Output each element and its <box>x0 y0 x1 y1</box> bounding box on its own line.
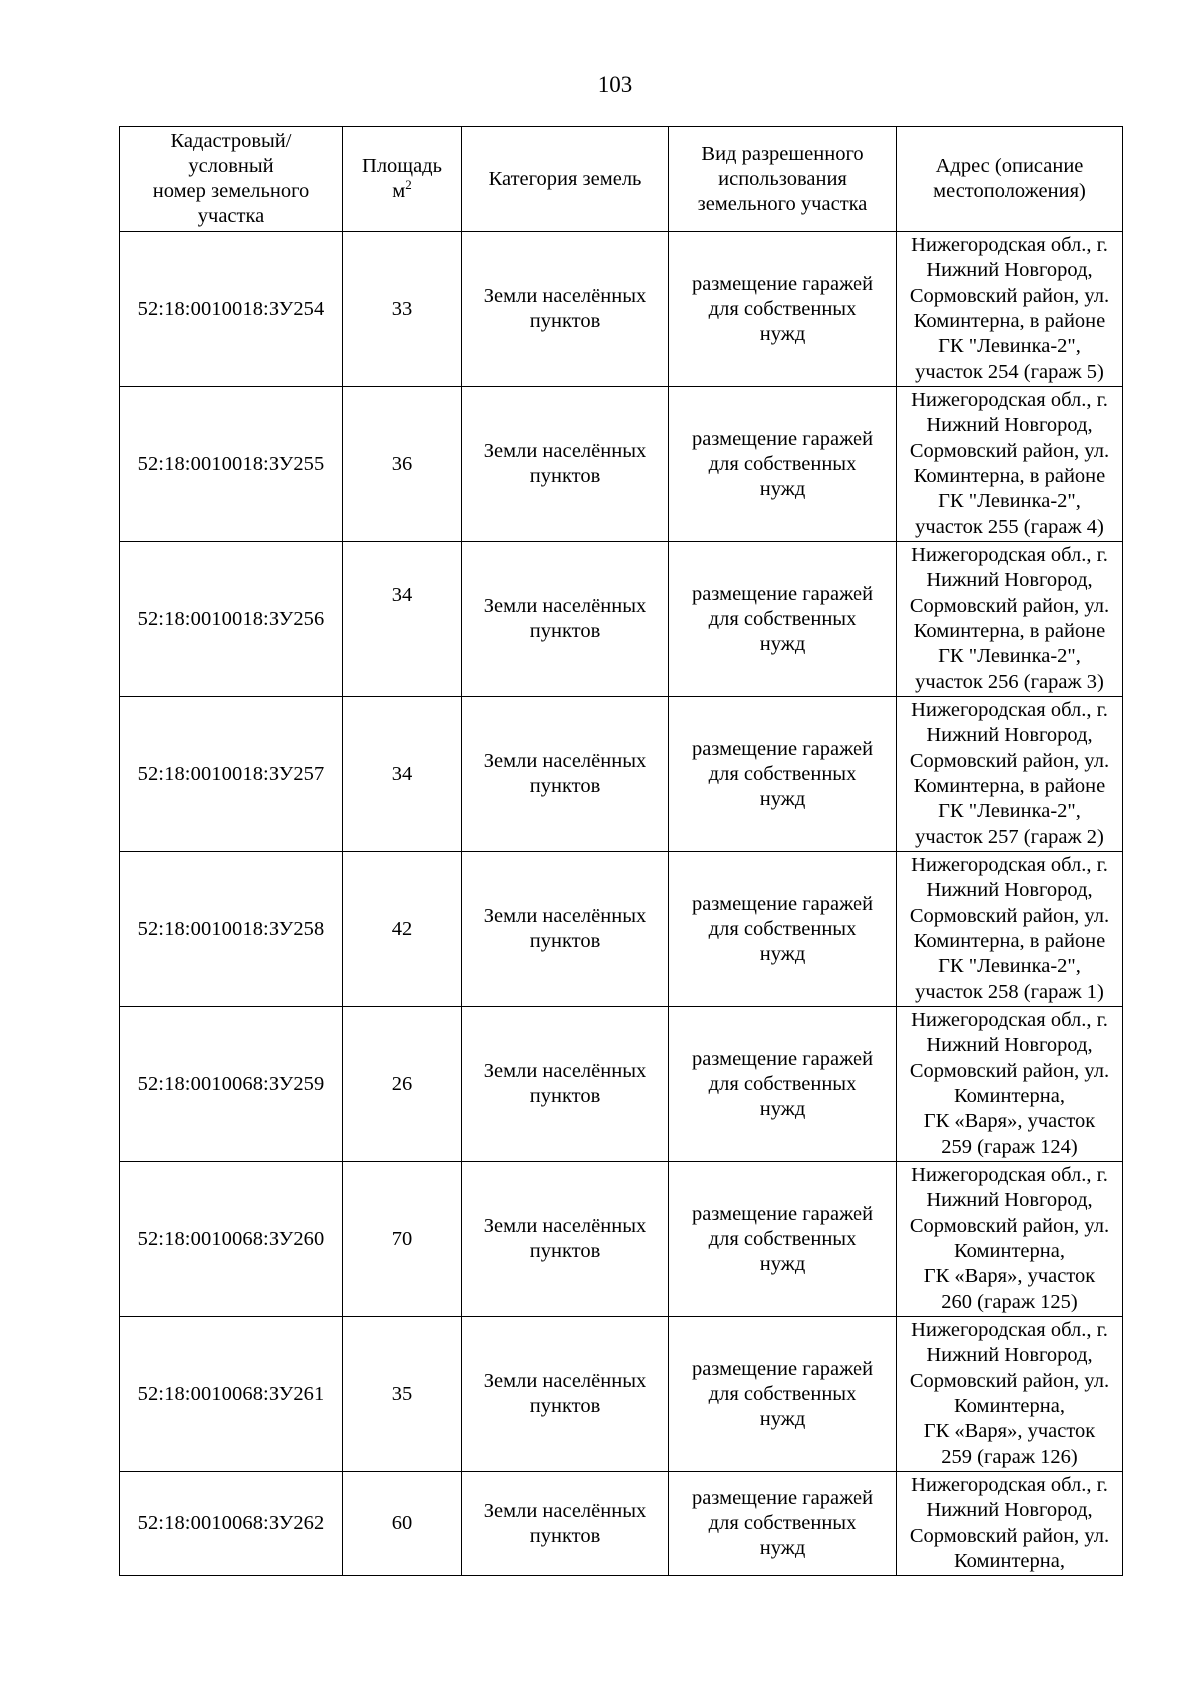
permitted-use-cell: размещение гаражей для собственных нужд <box>669 852 897 1007</box>
table-row <box>120 542 1123 697</box>
table-row <box>120 1007 1123 1162</box>
cadastral-number-cell: 52:18:0010068:ЗУ260 <box>120 1162 343 1317</box>
address-cell: Нижегородская обл., г. Нижний Новгород, Сормовский район, ул. Коминтерна, <box>897 1472 1123 1576</box>
permitted-use-cell: размещение гаражей для собственных нужд <box>669 1162 897 1317</box>
cadastral-number-cell: 52:18:0010068:ЗУ259 <box>120 1007 343 1162</box>
header-area <box>343 127 462 232</box>
cadastral-number-cell: 52:18:0010068:ЗУ261 <box>120 1317 343 1472</box>
header-address-line: местоположения) <box>933 180 1086 202</box>
header-area-unit: $м^2$ <box>392 177 412 202</box>
permitted-use-cell: размещение гаражей для собственных нужд <box>669 1317 897 1472</box>
area-cell: 36 <box>343 387 462 542</box>
cadastral-number-cell: 52:18:0010018:ЗУ256 <box>120 542 343 697</box>
area-cell: 33 <box>343 232 462 387</box>
area-cell: 35 <box>343 1317 462 1472</box>
header-cadastral-line: условный <box>188 155 274 177</box>
area-cell: 70 <box>343 1162 462 1317</box>
land-category-cell: Земли населённых пунктов <box>462 387 669 542</box>
land-category-cell: Земли населённых пунктов <box>462 1317 669 1472</box>
header-permitted-use-line: земельного участка <box>697 192 868 215</box>
land-category-cell: Земли населённых пунктов <box>462 1472 669 1576</box>
permitted-use-cell: размещение гаражей для собственных нужд <box>669 1472 897 1576</box>
header-cadastral-line: участка <box>197 205 265 227</box>
header-permitted-use-line: использования <box>718 167 847 190</box>
header-address-line: Адрес (описание <box>935 155 1084 177</box>
cadastral-number-cell: 52:18:0010068:ЗУ262 <box>120 1472 343 1576</box>
area-cell: 42 <box>343 852 462 1007</box>
table-header-row <box>120 127 1123 232</box>
address-cell: Нижегородская обл., г. Нижний Новгород, Сормовский район, ул. Коминтерна, ГК «Варя», участок 259 (гараж 124) <box>897 1007 1123 1162</box>
cadastral-number-cell: 52:18:0010018:ЗУ258 <box>120 852 343 1007</box>
permitted-use-cell: размещение гаражей для собственных нужд <box>669 542 897 697</box>
table-row <box>120 697 1123 852</box>
permitted-use-cell: размещение гаражей для собственных нужд <box>669 1007 897 1162</box>
cadastral-number-cell: 52:18:0010018:ЗУ257 <box>120 697 343 852</box>
address-cell: Нижегородская обл., г. Нижний Новгород, Сормовский район, ул. Коминтерна, в районе ГК "Левинка-2", участок 256 (гараж 3) <box>897 542 1123 697</box>
address-cell: Нижегородская обл., г. Нижний Новгород, Сормовский район, ул. Коминтерна, в районе ГК "Левинка-2", участок 258 (гараж 1) <box>897 852 1123 1007</box>
table-row <box>120 852 1123 1007</box>
table-row <box>120 387 1123 542</box>
header-area-label: Площадь <box>362 155 442 177</box>
permitted-use-cell: размещение гаражей для собственных нужд <box>669 232 897 387</box>
header-cadastral-number <box>120 127 343 232</box>
table-row <box>120 1162 1123 1317</box>
area-cell: 26 <box>343 1007 462 1162</box>
header-address <box>897 127 1123 232</box>
area-cell: 34 <box>343 542 462 697</box>
table-row <box>120 232 1123 387</box>
header-cadastral-line: Кадастровый/ <box>170 130 292 152</box>
table-row <box>120 1317 1123 1472</box>
page-number: 103 <box>597 72 633 97</box>
permitted-use-cell: размещение гаражей для собственных нужд <box>669 697 897 852</box>
cadastral-number-cell: 52:18:0010018:ЗУ254 <box>120 232 343 387</box>
header-permitted-use <box>669 127 897 232</box>
land-category-cell: Земли населённых пунктов <box>462 1007 669 1162</box>
header-land-category-label: Категория земель <box>488 167 642 190</box>
address-cell: Нижегородская обл., г. Нижний Новгород, Сормовский район, ул. Коминтерна, в районе ГК "Левинка-2", участок 254 (гараж 5) <box>897 232 1123 387</box>
address-cell: Нижегородская обл., г. Нижний Новгород, Сормовский район, ул. Коминтерна, ГК «Варя», участок 259 (гараж 126) <box>897 1317 1123 1472</box>
header-land-category <box>462 127 669 232</box>
address-cell: Нижегородская обл., г. Нижний Новгород, Сормовский район, ул. Коминтерна, ГК «Варя», участок 260 (гараж 125) <box>897 1162 1123 1317</box>
land-plots-table <box>119 126 1123 1576</box>
land-category-cell: Земли населённых пунктов <box>462 1162 669 1317</box>
land-category-cell: Земли населённых пунктов <box>462 697 669 852</box>
header-permitted-use-line: Вид разрешенного <box>701 142 864 165</box>
header-cadastral-line: номер земельного <box>152 180 310 202</box>
area-cell: 34 <box>343 697 462 852</box>
area-cell: 60 <box>343 1472 462 1576</box>
table-row <box>120 1472 1123 1576</box>
address-cell: Нижегородская обл., г. Нижний Новгород, Сормовский район, ул. Коминтерна, в районе ГК "Левинка-2", участок 255 (гараж 4) <box>897 387 1123 542</box>
land-category-cell: Земли населённых пунктов <box>462 852 669 1007</box>
address-cell: Нижегородская обл., г. Нижний Новгород, Сормовский район, ул. Коминтерна, в районе ГК "Левинка-2", участок 257 (гараж 2) <box>897 697 1123 852</box>
cadastral-number-cell: 52:18:0010018:ЗУ255 <box>120 387 343 542</box>
permitted-use-cell: размещение гаражей для собственных нужд <box>669 387 897 542</box>
land-category-cell: Земли населённых пунктов <box>462 542 669 697</box>
land-category-cell: Земли населённых пунктов <box>462 232 669 387</box>
